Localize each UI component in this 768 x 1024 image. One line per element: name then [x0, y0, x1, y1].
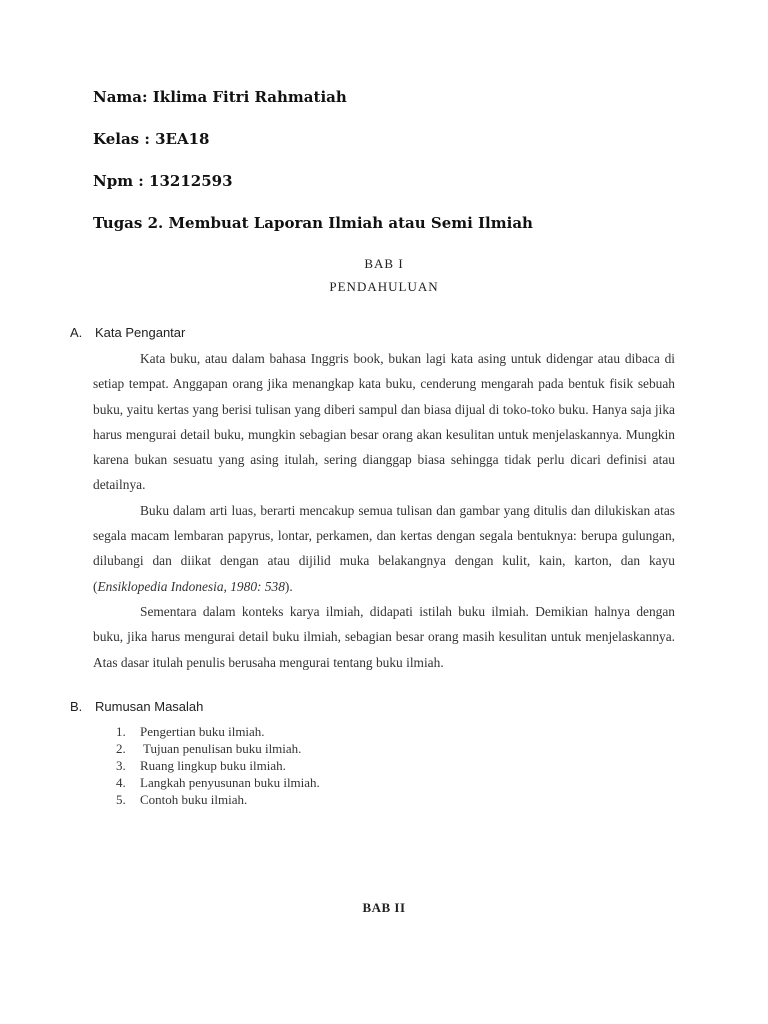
list-text: Tujuan penulisan buku ilmiah. — [140, 741, 302, 756]
list-item — [116, 774, 320, 791]
paragraph-3: Sementara dalam konteks karya ilmiah, didapati istilah buku ilmiah. Demikian halnya dengan buku, jika harus mengurai detail buku ilmiah, sebagian besar orang masih kesulitan untuk menjelaskannya. Atas dasar itulah penulis berusaha mengurai tentang buku ilmiah. — [93, 603, 675, 670]
list-item — [116, 791, 320, 808]
list-number: 5. — [116, 792, 126, 807]
list-number: 2. — [116, 741, 126, 756]
bab2-label: BAB II — [362, 900, 406, 915]
section-b-heading — [70, 699, 203, 714]
list-number: 3. — [116, 758, 126, 773]
student-npm: Npm : 13212593 — [93, 172, 233, 190]
section-a-title: Kata Pengantar — [95, 325, 186, 340]
section-b-title: Rumusan Masalah — [95, 699, 204, 714]
list-item — [116, 757, 320, 774]
bab1-title: PENDAHULUAN — [329, 279, 439, 294]
list-item — [116, 723, 320, 740]
student-class: Kelas : 3EA18 — [93, 130, 210, 148]
section-b-letter: B. — [70, 699, 83, 714]
list-text: Contoh buku ilmiah. — [140, 792, 248, 807]
student-name: Nama: Iklima Fitri Rahmatiah — [93, 88, 347, 106]
list-number: 4. — [116, 775, 126, 790]
section-a-heading — [70, 325, 185, 340]
problem-list — [116, 723, 320, 808]
section-a-body — [93, 346, 675, 675]
citation: Ensiklopedia Indonesia, 1980: 538 — [97, 578, 285, 594]
paragraph-2-text: Buku dalam arti luas, berarti mencakup semua tulisan dan gambar yang ditulis dan dilukiskan atas segala macam lembaran papyrus, lontar, perkamen, dan kertas dengan segala bentuknya: berupa gulungan, dilubangi dan diikat dengan atau dijilid muka belakangnya dengan kulit, kain, karton, dan kayu ( — [93, 502, 675, 594]
list-number: 1. — [116, 724, 126, 739]
bab1-label: BAB I — [364, 256, 404, 271]
section-a-letter: A. — [70, 325, 83, 340]
paragraph-2 — [93, 498, 675, 599]
assignment-title: Tugas 2. Membuat Laporan Ilmiah atau Semi Ilmiah — [93, 214, 533, 232]
list-text: Ruang lingkup buku ilmiah. — [140, 758, 286, 773]
paragraph-2-end: ). — [284, 578, 293, 594]
list-item — [116, 740, 320, 757]
list-text: Pengertian buku ilmiah. — [140, 724, 265, 739]
paragraph-1: Kata buku, atau dalam bahasa Inggris book, bukan lagi kata asing untuk didengar atau dibaca di setiap tempat. Anggapan orang jika menangkap kata buku, cenderung mengarah pada bentuk fisik sebuah buku, yaitu kertas yang berisi tulisan yang diberi sampul dan biasa dijual di toko-toko buku. Hanya saja jika harus mengurai detail buku, mungkin sebagian besar orang akan kesulitan untuk menjelaskannya. Mungkin karena bukan sesuatu yang asing itulah, sering dianggap biasa sehingga tidak perlu dicari definisi atau detailnya. — [93, 351, 675, 493]
list-text: Langkah penyusunan buku ilmiah. — [140, 775, 320, 790]
